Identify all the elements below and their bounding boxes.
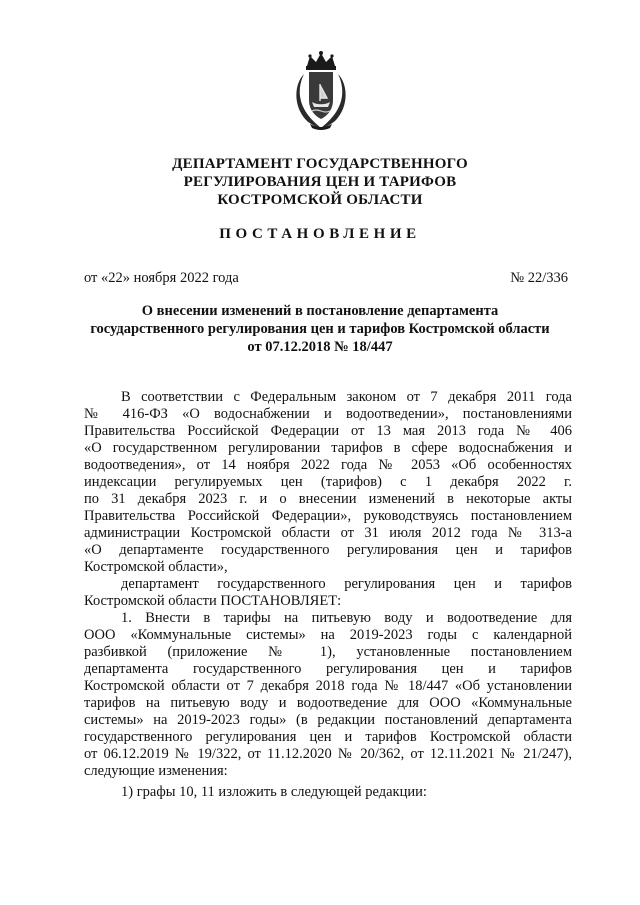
department-name-line-2: РЕГУЛИРОВАНИЯ ЦЕН И ТАРИФОВ [183,174,457,190]
document-number: № 22/336 [510,270,568,286]
document-title-line-1: О внесении изменений в постановление департамента [141,303,499,319]
body-line: государственного регулирования цен и тарифов Костромской области [84,729,572,745]
body-line: ООО «Коммунальные системы» на 2019-2023 годы с календарной [84,627,572,643]
body-line: В соответствии с Федеральным законом от 7 декабря 2011 года [121,389,572,405]
body-line: департамента государственного регулирования цен и тарифов [84,661,572,677]
body-line: Костромской области ПОСТАНОВЛЯЕТ: [84,593,342,609]
body-line: Правительства Российской Федерации», руководствуясь постановлением [84,508,572,524]
body-line: Правительства Российской Федерации от 13 мая 2013 года № 406 [84,423,572,439]
body-line: «О департаменте государственного регулирования цен и тарифов [84,542,572,558]
body-line: системы» на 2019-2023 годы» (в редакции постановлений департамента [84,712,572,728]
body-line: следующие изменения: [84,763,228,779]
body-line: по 31 декабря 2023 г. и о внесении изменений в некоторые акты [84,491,572,507]
document-title-line-3: от 07.12.2018 № 18/447 [247,339,393,355]
body-line: от 06.12.2019 № 19/322, от 11.12.2020 № 20/362, от 12.11.2021 № 21/247), [84,746,572,762]
body-line: № 416-ФЗ «О водоснабжении и водоотведении», постановлениями [84,406,572,422]
body-line: «О государственном регулировании тарифов в сфере водоснабжения и [84,440,572,456]
document-date: от «22» ноября 2022 года [84,270,239,286]
document-title-line-2: государственного регулирования цен и тарифов Костромской области [90,321,550,337]
department-name-line-3: КОСТРОМСКОЙ ОБЛАСТИ [217,192,423,208]
document-type-heading: ПОСТАНОВЛЕНИЕ [219,226,421,242]
body-line: Костромской области», [84,559,228,575]
body-line: разбивкой (приложение № 1), установленные постановлением [84,644,572,660]
body-line: тарифов на питьевую воду и водоотведение для ООО «Коммунальные [84,695,572,711]
body-line: администрации Костромской области от 31 июля 2012 года № 313-а [84,525,572,541]
body-line: водоотведения», от 14 ноября 2022 года № 2053 «Об особенностях [84,457,572,473]
body-line: Костромской области от 7 декабря 2018 года № 18/447 «Об установлении [84,678,572,694]
body-line: 1. Внести в тарифы на питьевую воду и водоотведение для [121,610,572,626]
department-name-line-1: ДЕПАРТАМЕНТ ГОСУДАРСТВЕННОГО [172,156,468,172]
body-line: индексации регулируемых цен (тарифов) с 1 декабря 2022 г. [84,474,572,490]
coat-of-arms-emblem [290,50,352,132]
body-line: департамент государственного регулирования цен и тарифов [121,576,572,592]
body-line: 1) графы 10, 11 изложить в следующей редакции: [121,784,427,800]
